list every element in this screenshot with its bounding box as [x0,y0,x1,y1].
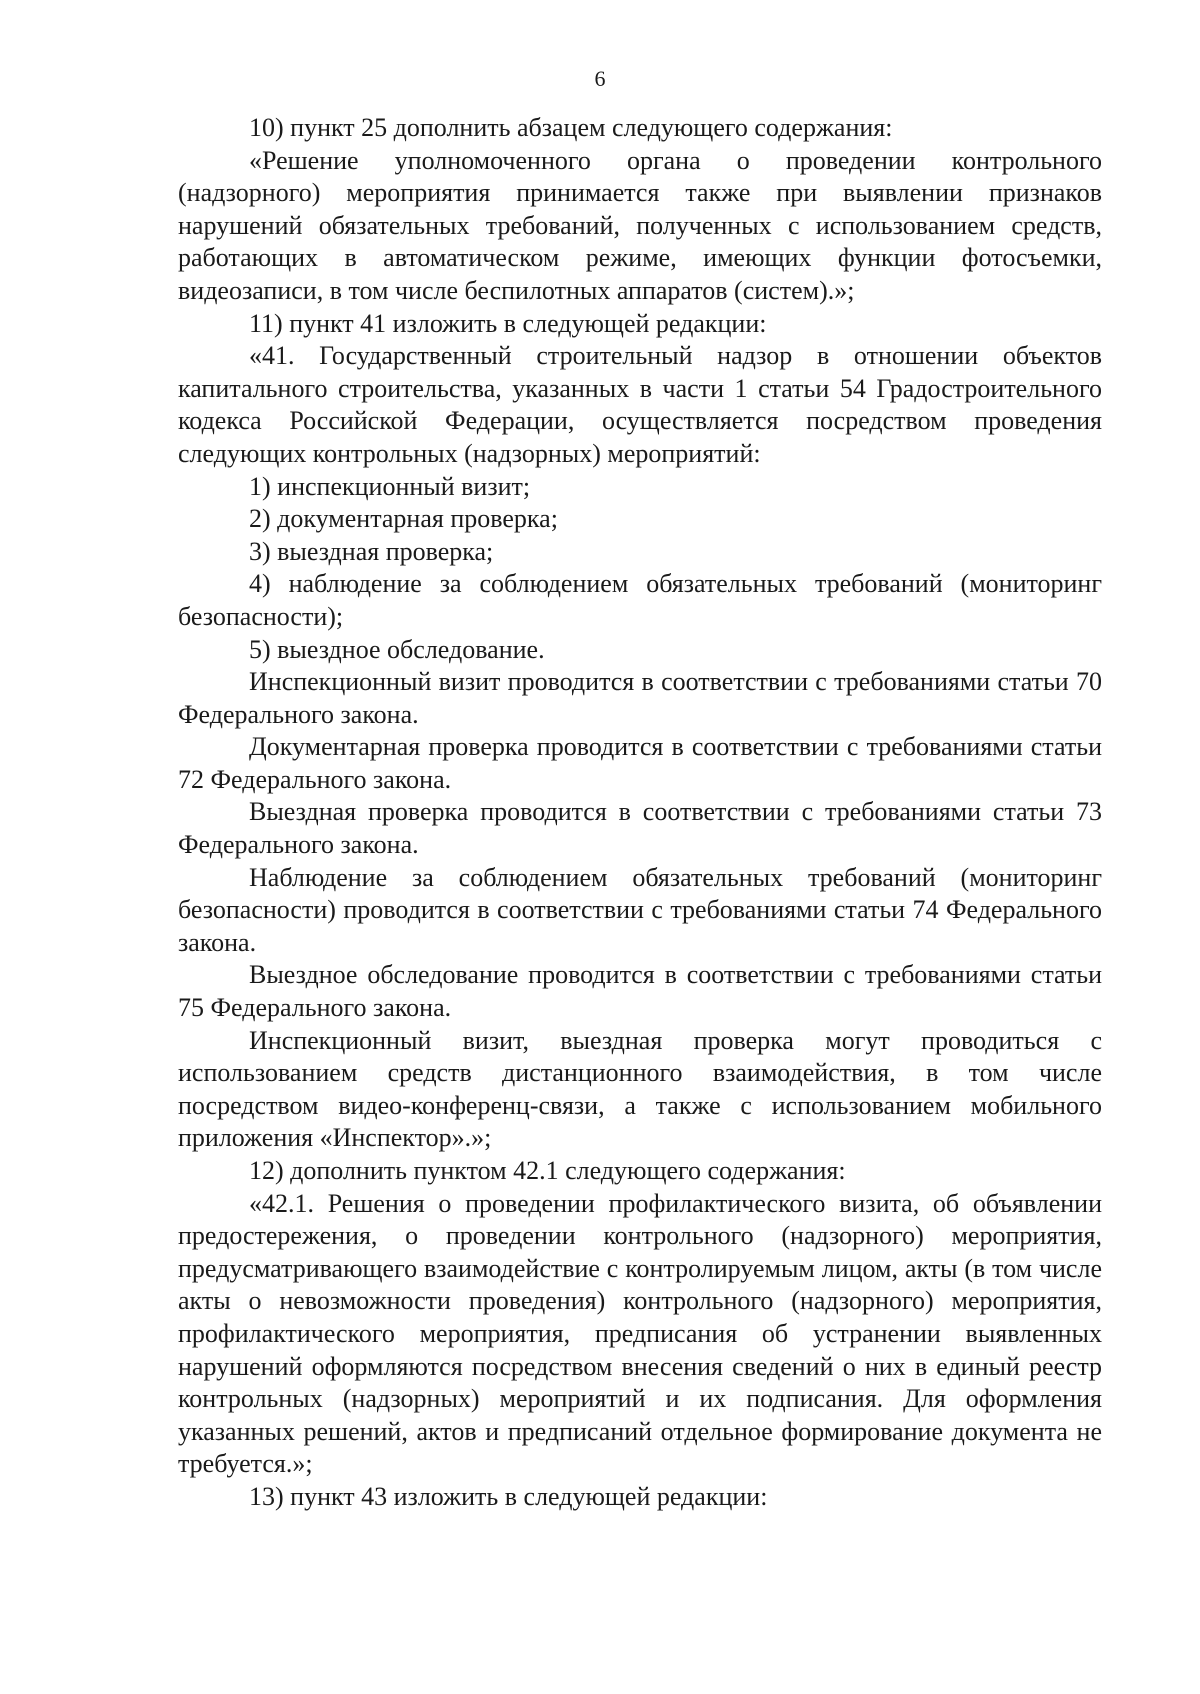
list-item-field-check: 3) выездная проверка; [249,536,494,566]
paragraph-item-12: 12) дополнить пунктом 42.1 следующего содержания: [249,1156,846,1185]
list-item-inspection-visit: 1) инспекционный визит; [249,471,531,501]
paragraph-article-72: Документарная проверка проводится в соответствии с требованиями статьи 72 Федерального закона. [178,732,1102,794]
paragraph-item-13: 13) пункт 43 изложить в следующей редакции: [249,1481,768,1511]
paragraph-remote-interaction: Инспекционный визит, выездная проверка могут проводиться с использованием средств дистанционного взаимодействия, в том числе посредством видео-конференц-связи, а также с использованием мобильного приложения «Инспектор».»; [178,1025,1102,1153]
paragraph-item-11: 11) пункт 41 изложить в следующей редакции: [249,308,767,338]
paragraph-article-73: Выездная проверка проводится в соответствии с требованиями статьи 73 Федерального закона. [178,797,1102,860]
document-body [178,112,1102,1514]
list-item-documentary-check: 2) документарная проверка; [249,504,558,534]
paragraph-clause-41: «41. Государственный строительный надзор в отношении объектов капитального строительства, указанных в части 1 статьи 54 Градостроительного кодекса Российской Федерации, осуществляется посредством проведения следующих контрольных (надзорных) мероприятий: [178,341,1102,468]
paragraph-article-75: Выездное обследование проводится в соответствии с требованиями статьи 75 Федерального закона. [178,960,1102,1023]
page-number: 6 [594,66,606,91]
paragraph-article-70: Инспекционный визит проводится в соответствии с требованиями статьи 70 Федерального закона. [178,667,1102,729]
paragraph-decision-basis: «Решение уполномоченного органа о проведении контрольного (надзорного) мероприятия принимается также при выявлении признаков нарушений обязательных требований, полученных с использованием средств, работающих в автоматическом режиме, имеющих функции фотосъемки, видеозаписи, в том числе беспилотных аппаратов (систем).»; [178,145,1102,305]
paragraph-item-10: 10) пункт 25 дополнить абзацем следующего содержания: [249,113,893,142]
list-item-field-survey: 5) выездное обследование. [249,634,545,664]
list-item-monitoring: 4) наблюдение за соблюдением обязательных требований (мониторинг безопасности); [178,569,1102,631]
paragraph-clause-42-1: «42.1. Решения о проведении профилактического визита, об объявлении предостережения, о проведении контрольного (надзорного) мероприятия, предусматривающего взаимодействие с контролируемым лицом, акты (в том числе акты о невозможности проведения) контрольного (надзорного) мероприятия, профилактического мероприятия, предписания об устранении выявленных нарушений оформляются посредством внесения сведений о них в единый реестр контрольных (надзорных) мероприятий и их подписания. Для оформления указанных решений, актов и предписаний отдельное формирование документа не требуется.»; [178,1188,1102,1479]
paragraph-article-74: Наблюдение за соблюдением обязательных требований (мониторинг безопасности) проводится в соответствии с требованиями статьи 74 Федерального закона. [178,862,1102,957]
